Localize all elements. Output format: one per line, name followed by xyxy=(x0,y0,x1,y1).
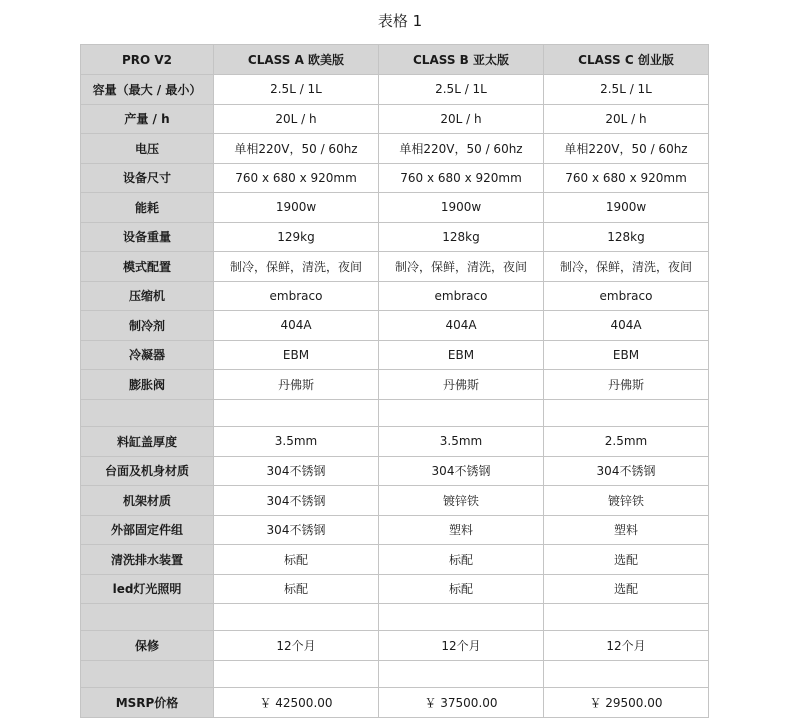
table-cell: 制冷，保鲜，清洗，夜间 xyxy=(544,252,709,282)
row-label: 冷凝器 xyxy=(81,340,214,370)
row-label: 产量 / h xyxy=(81,104,214,134)
table-cell: 选配 xyxy=(544,545,709,575)
table-cell: 1900w xyxy=(379,193,544,223)
table-row xyxy=(81,75,709,105)
table-cell: 制冷，保鲜，清洗，夜间 xyxy=(379,252,544,282)
table-cell: 128kg xyxy=(544,222,709,252)
table-cell: 1900w xyxy=(544,193,709,223)
table-cell: 304不锈钢 xyxy=(214,486,379,516)
table-cell: 塑料 xyxy=(544,515,709,545)
table-row xyxy=(81,370,709,400)
row-label: 压缩机 xyxy=(81,281,214,311)
table-cell xyxy=(379,604,544,631)
table-title: 表格 1 xyxy=(377,12,423,30)
table-cell xyxy=(214,604,379,631)
table-cell: 塑料 xyxy=(379,515,544,545)
table-cell: 128kg xyxy=(379,222,544,252)
row-label: 台面及机身材质 xyxy=(81,456,214,486)
table-cell: 1900w xyxy=(214,193,379,223)
table-cell: 3.5mm xyxy=(214,426,379,456)
row-label: 清洗排水装置 xyxy=(81,545,214,575)
table-cell: 单相220V，50 / 60hz xyxy=(379,134,544,164)
table-cell: 镀锌铁 xyxy=(379,486,544,516)
table-cell: 丹佛斯 xyxy=(379,370,544,400)
table-cell: 12个月 xyxy=(379,631,544,661)
table-cell: 镀锌铁 xyxy=(544,486,709,516)
table-cell: 丹佛斯 xyxy=(544,370,709,400)
table-cell: 404A xyxy=(379,311,544,341)
row-label: 能耗 xyxy=(81,193,214,223)
table-cell: 2.5L / 1L xyxy=(379,75,544,105)
table-row xyxy=(81,104,709,134)
table-cell: embraco xyxy=(544,281,709,311)
table-cell: 2.5L / 1L xyxy=(214,75,379,105)
table-cell: ￥ 42500.00 xyxy=(214,688,379,718)
table-cell: 标配 xyxy=(214,574,379,604)
table-row xyxy=(81,688,709,718)
row-label xyxy=(81,604,214,631)
table-row xyxy=(81,399,709,426)
table-cell: EBM xyxy=(379,340,544,370)
table-row xyxy=(81,574,709,604)
table-cell: 129kg xyxy=(214,222,379,252)
header-cell-model: PRO V2 xyxy=(81,45,214,75)
table-row xyxy=(81,134,709,164)
table-cell: 12个月 xyxy=(544,631,709,661)
header-cell-class-b: CLASS B 亚太版 xyxy=(379,45,544,75)
row-label: 容量（最大 / 最小） xyxy=(81,75,214,105)
table-cell: ￥ 29500.00 xyxy=(544,688,709,718)
row-label: 模式配置 xyxy=(81,252,214,282)
table-row xyxy=(81,193,709,223)
row-label: 制冷剂 xyxy=(81,311,214,341)
table-cell xyxy=(214,399,379,426)
row-label: MSRP价格 xyxy=(81,688,214,718)
table-cell: 20L / h xyxy=(544,104,709,134)
table-cell: 760 x 680 x 920mm xyxy=(214,163,379,193)
table-row xyxy=(81,252,709,282)
row-label: 料缸盖厚度 xyxy=(81,426,214,456)
row-label: 膨胀阀 xyxy=(81,370,214,400)
spec-table xyxy=(80,44,709,718)
table-cell: 304不锈钢 xyxy=(379,456,544,486)
table-cell: 标配 xyxy=(214,545,379,575)
table-row xyxy=(81,281,709,311)
table-row xyxy=(81,661,709,688)
table-cell: embraco xyxy=(379,281,544,311)
table-cell xyxy=(379,661,544,688)
table-cell: 304不锈钢 xyxy=(214,515,379,545)
row-label: 电压 xyxy=(81,134,214,164)
table-cell: 制冷，保鲜，清洗，夜间 xyxy=(214,252,379,282)
row-label: 设备尺寸 xyxy=(81,163,214,193)
table-cell: 单相220V，50 / 60hz xyxy=(214,134,379,164)
table-cell: 2.5mm xyxy=(544,426,709,456)
table-cell: 404A xyxy=(214,311,379,341)
table-row xyxy=(81,515,709,545)
table-cell: 2.5L / 1L xyxy=(544,75,709,105)
row-label: 设备重量 xyxy=(81,222,214,252)
table-cell xyxy=(379,399,544,426)
table-cell: 选配 xyxy=(544,574,709,604)
row-label xyxy=(81,399,214,426)
table-body xyxy=(81,75,709,718)
row-label: 外部固定件组 xyxy=(81,515,214,545)
row-label: 机架材质 xyxy=(81,486,214,516)
header-cell-class-c: CLASS C 创业版 xyxy=(544,45,709,75)
table-cell: 20L / h xyxy=(214,104,379,134)
table-row xyxy=(81,163,709,193)
table-cell xyxy=(544,399,709,426)
table-row xyxy=(81,631,709,661)
table-cell: 20L / h xyxy=(379,104,544,134)
table-row xyxy=(81,222,709,252)
table-cell: EBM xyxy=(214,340,379,370)
row-label xyxy=(81,661,214,688)
table-row xyxy=(81,426,709,456)
table-cell xyxy=(544,661,709,688)
table-cell: 760 x 680 x 920mm xyxy=(544,163,709,193)
table-cell: 丹佛斯 xyxy=(214,370,379,400)
table-row xyxy=(81,311,709,341)
table-cell: 标配 xyxy=(379,574,544,604)
row-label: 保修 xyxy=(81,631,214,661)
table-cell: 304不锈钢 xyxy=(544,456,709,486)
table-cell: 304不锈钢 xyxy=(214,456,379,486)
table-cell: 12个月 xyxy=(214,631,379,661)
table-row xyxy=(81,456,709,486)
table-cell: ￥ 37500.00 xyxy=(379,688,544,718)
table-cell xyxy=(214,661,379,688)
table-row xyxy=(81,340,709,370)
table-row xyxy=(81,545,709,575)
table-cell: 单相220V，50 / 60hz xyxy=(544,134,709,164)
table-cell: 3.5mm xyxy=(379,426,544,456)
header-row xyxy=(81,45,709,75)
header-cell-class-a: CLASS A 欧美版 xyxy=(214,45,379,75)
table-row xyxy=(81,486,709,516)
table-cell xyxy=(544,604,709,631)
table-row xyxy=(81,604,709,631)
row-label: led灯光照明 xyxy=(81,574,214,604)
table-cell: EBM xyxy=(544,340,709,370)
table-cell: 404A xyxy=(544,311,709,341)
table-cell: 760 x 680 x 920mm xyxy=(379,163,544,193)
table-cell: embraco xyxy=(214,281,379,311)
table-cell: 标配 xyxy=(379,545,544,575)
